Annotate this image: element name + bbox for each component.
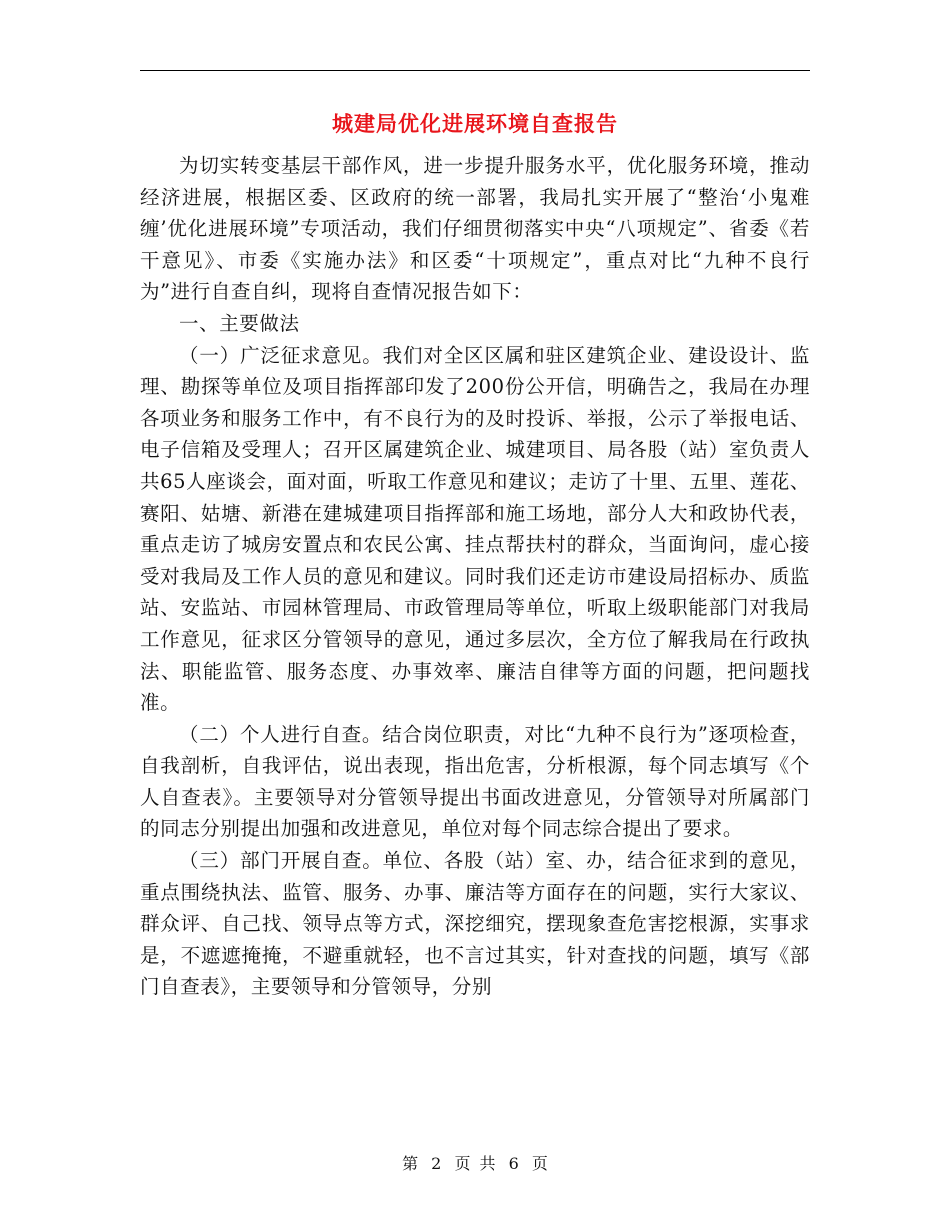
page-title: 城建局优化进展环境自查报告 [332, 112, 618, 136]
document-body [140, 150, 810, 1003]
section-heading: 一、主要做法 [179, 311, 300, 335]
footer-middle: 页 共 [454, 1154, 496, 1173]
paragraph-department-inspection: （三）部门开展自查。单位、各股（站）室、办，结合征求到的意见，重点围绕执法、监管、服务、办事、廉洁等方面存在的问题，实行大家议、群众评、自己找、领导点等方式，深挖细究，摆现象查危害挖根源，实事求是，不遮遮掩掩，不避重就轻，也不言过其实，针对查找的问题，填写《部门自查表》，主要领导和分管领导，分别 [140, 849, 810, 999]
footer-prefix: 第 [402, 1154, 419, 1173]
paragraph-self-inspection: （二）个人进行自查。结合岗位职责，对比“九种不良行为”逐项检查，自我剖析，自我评估，说出表现，指出危害，分析根源，每个同志填写《个人自查表》。主要领导对分管领导提出书面改进意见，分管领导对所属部门的同志分别提出加强和改进意见，单位对每个同志综合提出了要求。 [140, 722, 810, 841]
footer-suffix: 页 [531, 1154, 548, 1173]
header-rule [140, 70, 810, 71]
footer-total-pages: 6 [508, 1154, 519, 1173]
footer-current-page: 2 [431, 1154, 442, 1173]
intro-paragraph: 为切实转变基层干部作风，进一步提升服务水平，优化服务环境，推动经济进展，根据区委、区政府的统一部署，我局扎实开展了“整治‘小鬼难缠’优化进展环境”专项活动，我们仔细贯彻落实中央“八项规定”、省委《若干意见》、市委《实施办法》和区委“十项规定”，重点对比“九种不良行为”进行自查自纠，现将自查情况报告如下： [140, 154, 810, 304]
paragraph-solicit-opinions: （一）广泛征求意见。我们对全区区属和驻区建筑企业、建设设计、监理、勘探等单位及项目指挥部印发了200份公开信，明确告之，我局在办理各项业务和服务工作中，有不良行为的及时投诉、举报，公示了举报电话、电子信箱及受理人；召开区属建筑企业、城建项目、局各股（站）室负责人共65人座谈会，面对面，听取工作意见和建议；走访了十里、五里、莲花、赛阳、姑塘、新港在建城建项目指挥部和施工场地，部分人大和政协代表，重点走访了城房安置点和农民公寓、挂点帮扶村的群众，当面询问，虚心接受对我局及工作人员的意见和建议。同时我们还走访市建设局招标办、质监站、安监站、市园林管理局、市政管理局等单位，听取上级职能部门对我局工作意见，征求区分管领导的意见，通过多层次，全方位了解我局在行政执法、职能监管、服务态度、办事效率、廉洁自律等方面的问题，把问题找准。 [140, 343, 810, 715]
page-footer [0, 1152, 950, 1176]
